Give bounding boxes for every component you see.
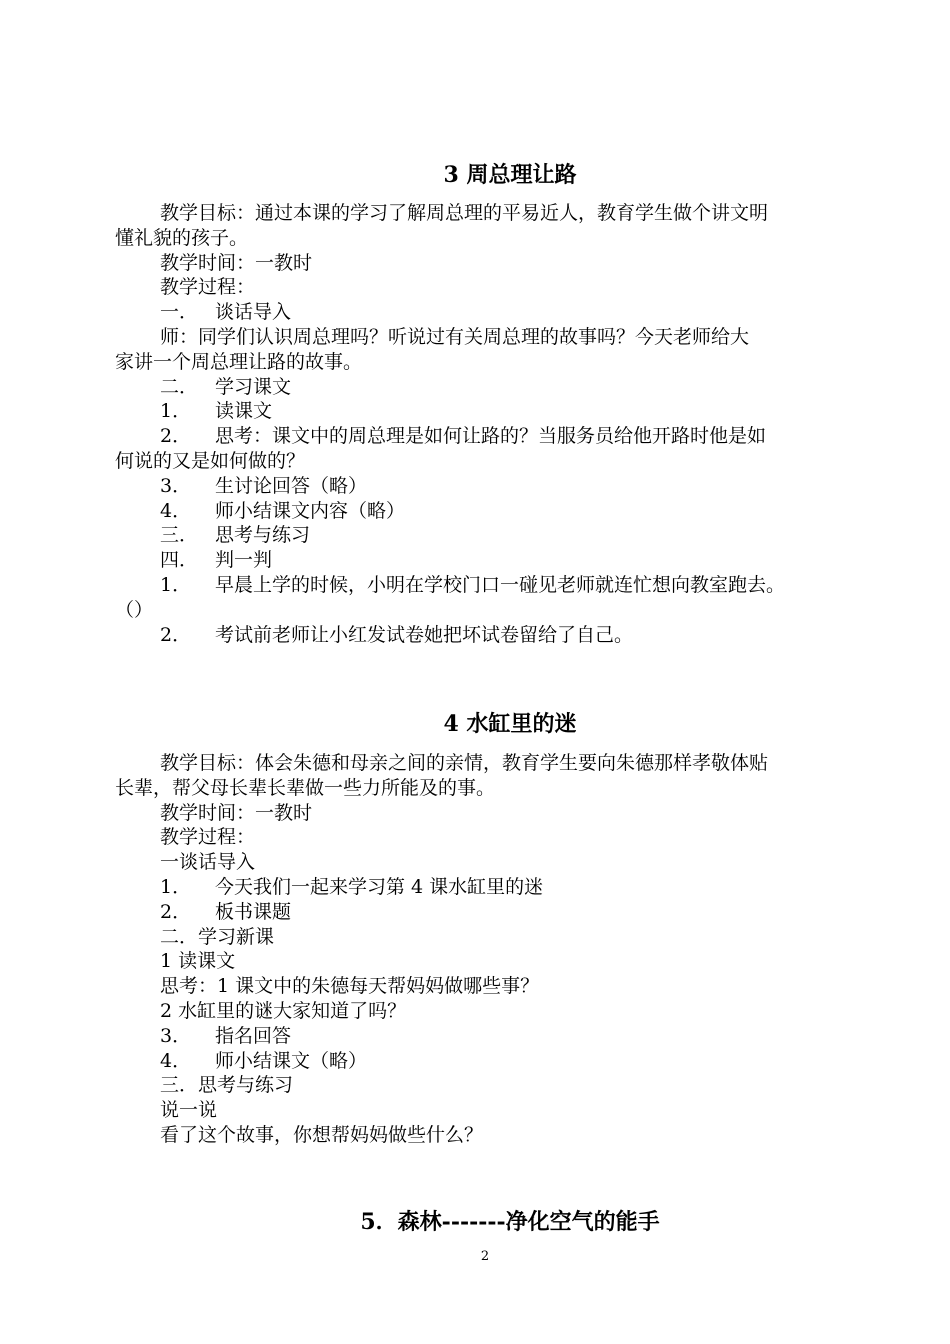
- lesson-4-think: 思考：1 课文中的朱德每天帮妈妈做哪些事？: [160, 975, 540, 998]
- lesson-3-step: 四． 判一判: [160, 549, 273, 572]
- lesson-3-step: 一． 谈话导入: [160, 301, 292, 324]
- lesson-4-objective: 教学目标：体会朱德和母亲之间的亲情，教育学生要向朱德那样孝敬体贴: [160, 752, 769, 774]
- lesson-3-substep: 4． 师小结课文内容（略）: [160, 499, 406, 522]
- lesson-3-substep: 1． 读课文: [160, 400, 273, 423]
- lesson-4-substep: 2． 板书课题: [160, 900, 292, 923]
- lesson-3-teacher-intro-cont: 家讲一个周总理让路的故事。: [115, 350, 363, 373]
- lesson-3-process: 教学过程：: [160, 276, 256, 299]
- lesson-3-time: 教学时间：一教时: [160, 251, 313, 274]
- lesson-3-step: 三． 思考与练习: [160, 524, 311, 547]
- lesson-5-title: 5．森林-------净化空气的能手: [360, 1209, 660, 1235]
- lesson-4-time: 教学时间：一教时: [160, 801, 313, 824]
- lesson-3-question: 1． 早晨上学的时候，小明在学校门口一碰见老师就连忙想向教室跑去。: [160, 573, 786, 596]
- lesson-3-objective: 教学目标：通过本课的学习了解周总理的平易近人，教育学生做个讲文明: [160, 202, 769, 224]
- lesson-4-objective-cont: 长辈，帮父母长辈长辈做一些力所能及的事。: [115, 776, 496, 799]
- lesson-3-substep: 2． 思考：课文中的周总理是如何让路的？当服务员给他开路时他是如: [160, 425, 767, 448]
- lesson-4-step: 一谈话导入: [160, 851, 256, 874]
- lesson-3-body: [115, 201, 875, 647]
- lesson-3-step: 二． 学习课文: [160, 375, 292, 398]
- page-number: 2: [480, 1249, 490, 1264]
- lesson-4-substep: 1． 今天我们一起来学习第 4 课水缸里的迷: [160, 875, 544, 898]
- lesson-4-step: 二．学习新课: [160, 925, 275, 948]
- lesson-4-substep: 1 读课文: [160, 950, 236, 973]
- lesson-4-substep: 4． 师小结课文（略）: [160, 1049, 368, 1072]
- lesson-4-step: 三．思考与练习: [160, 1074, 294, 1097]
- lesson-3-question: 2． 考试前老师让小红发试卷她把坏试卷留给了自己。: [160, 623, 634, 646]
- lesson-3-title: 3 周总理让路: [443, 162, 577, 188]
- lesson-4-title: 4 水缸里的迷: [443, 711, 577, 737]
- lesson-3-teacher-intro: 师：同学们认识周总理吗？听说过有关周总理的故事吗？今天老师给大: [160, 325, 750, 348]
- lesson-4-question: 看了这个故事，你想帮妈妈做些什么？: [160, 1123, 484, 1146]
- lesson-4-substep: 2 水缸里的谜大家知道了吗？: [160, 999, 407, 1022]
- lesson-3-substep-cont: 何说的又是如何做的？: [115, 449, 306, 472]
- lesson-4-body: [115, 751, 875, 1148]
- lesson-4-process: 教学过程：: [160, 826, 256, 849]
- lesson-3-substep: 3． 生讨论回答（略）: [160, 474, 368, 497]
- lesson-4-substep: 3． 指名回答: [160, 1024, 292, 1047]
- lesson-3-question-cont: （）: [115, 598, 154, 621]
- lesson-4-substep: 说一说: [160, 1099, 218, 1122]
- lesson-3-objective-cont: 懂礼貌的孩子。: [115, 226, 249, 249]
